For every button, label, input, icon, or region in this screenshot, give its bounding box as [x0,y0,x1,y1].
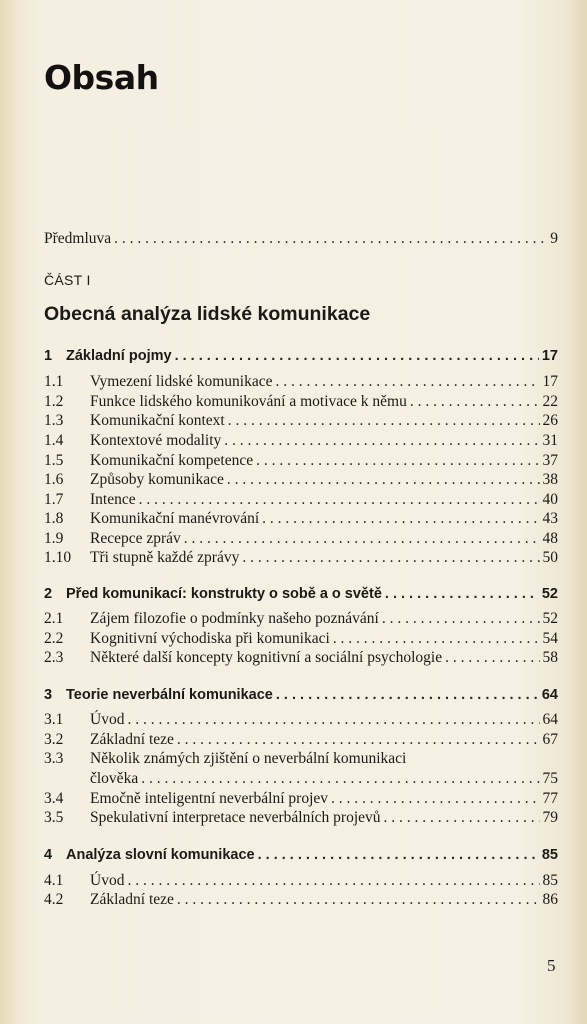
section-page: 38 [542,471,558,488]
dot-leader [262,510,539,528]
chapter-number: 1 [44,348,53,364]
toc-chapter-1 [44,347,558,365]
section-title: Úvod [90,872,125,889]
section-title: Intence [90,491,136,508]
chapter-title: Před komunikací: konstrukty o sobě a o světě [66,586,382,602]
page-number: 5 [547,956,556,975]
section-title: Komunikační kompetence [90,452,254,469]
dot-leader [276,686,539,704]
section-number: 3.5 [44,809,64,826]
section-title: Kontextové modality [90,432,222,449]
section-number: 1.2 [44,393,64,410]
chapter-page: 64 [541,687,558,703]
dot-leader [227,471,540,489]
dot-leader [331,790,539,808]
section-title: Emočně inteligentní neverbální projev [90,790,329,807]
toc-section [44,530,558,548]
section-number: 3.4 [44,790,64,807]
section-title: Komunikační kontext [90,412,225,429]
part-title: Obecná analýza lidské komunikace [44,303,371,325]
section-page: 77 [542,790,558,807]
dot-leader [127,711,539,729]
section-page: 26 [542,412,558,429]
dot-leader [385,585,539,603]
section-title: Některé další koncepty kognitivní a sociální psychologie [90,649,443,666]
toc-section [44,891,558,909]
section-page: 79 [542,809,558,826]
toc-section [44,510,558,528]
chapter-number: 2 [44,586,53,602]
section-title: Funkce lidského komunikování a motivace k němu [90,393,407,410]
section-number: 1.4 [44,432,64,449]
dot-leader [445,649,539,667]
toc-chapter-4 [44,846,558,864]
page-title: Obsah [44,58,159,97]
dot-leader [127,872,539,890]
dot-leader [410,393,540,411]
section-page: 52 [542,610,558,627]
section-page: 37 [542,452,558,469]
section-page: 54 [542,630,558,647]
section-page: 48 [542,530,558,547]
section-title: Několik známých zjištění o neverbální komunikaci [90,750,407,767]
toc-entry-page: 9 [550,230,558,247]
part-label: ČÁST I [44,272,91,288]
dot-leader [228,412,540,430]
section-title: Základní teze [90,731,174,748]
dot-leader [382,610,540,628]
section-page: 75 [542,770,558,787]
toc-section [44,373,558,391]
toc-entry-preface [44,230,558,248]
section-number: 1.8 [44,510,64,527]
chapter-page: 17 [541,348,558,364]
dot-leader [177,731,540,749]
chapter-page: 85 [541,847,558,863]
toc-section [44,549,558,567]
chapter-number: 4 [44,847,53,863]
toc-section [44,393,558,411]
section-number: 3.2 [44,731,64,748]
section-title: Tři stupně každé zprávy [90,549,240,566]
dot-leader [256,452,539,470]
section-number: 1.1 [44,373,64,390]
section-number: 1.7 [44,491,64,508]
section-number: 1.9 [44,530,64,547]
dot-leader [224,432,539,450]
section-title-continued: člověka [90,770,139,787]
toc-section [44,412,558,430]
toc-section [44,809,558,827]
toc-section [44,731,558,749]
section-page: 22 [542,393,558,410]
section-page: 31 [542,432,558,449]
chapter-title: Základní pojmy [66,348,172,364]
section-title: Spekulativní interpretace neverbálních projevů [90,809,381,826]
section-number: 2.3 [44,649,64,666]
section-page: 64 [542,711,558,728]
section-number: 3.3 [44,750,64,767]
toc-section [44,471,558,489]
toc-section [44,432,558,450]
section-title: Komunikační manévrování [90,510,260,527]
toc-section [44,790,558,808]
toc-chapter-3 [44,686,558,704]
section-page: 43 [542,510,558,527]
section-page: 85 [542,872,558,889]
toc-chapter-2 [44,585,558,603]
toc-section [44,649,558,667]
section-page: 86 [542,891,558,908]
section-number: 1.5 [44,452,64,469]
dot-leader [333,630,540,648]
toc-section-wrapped [44,750,494,768]
toc-section-continuation [44,770,558,788]
section-number: 2.1 [44,610,64,627]
section-title: Způsoby komunikace [90,471,224,488]
dot-leader [139,491,540,509]
dot-leader [258,846,539,864]
section-number: 2.2 [44,630,64,647]
section-title: Vymezení lidské komunikace [90,373,273,390]
section-title: Kognitivní východiska při komunikaci [90,630,330,647]
section-number: 1.6 [44,471,64,488]
toc-section [44,610,558,628]
chapter-title: Teorie neverbální komunikace [66,687,273,703]
section-number: 1.10 [44,549,72,566]
dot-leader [184,530,540,548]
toc-entry-title: Předmluva [44,230,112,247]
chapter-page: 52 [541,586,558,602]
dot-leader [114,230,547,248]
toc-section [44,491,558,509]
toc-section [44,711,558,729]
section-title: Zájem filozofie o podmínky našeho poznávání [90,610,379,627]
section-page: 17 [542,373,558,390]
section-page: 67 [542,731,558,748]
section-title: Úvod [90,711,125,728]
dot-leader [177,891,540,909]
toc-section [44,872,558,890]
section-number: 4.1 [44,872,64,889]
section-title: Základní teze [90,891,174,908]
chapter-number: 3 [44,687,53,703]
section-number: 4.2 [44,891,64,908]
section-number: 3.1 [44,711,64,728]
toc-section [44,452,558,470]
chapter-title: Analýza slovní komunikace [66,847,255,863]
dot-leader [141,770,539,788]
toc-section [44,630,558,648]
section-number: 1.3 [44,412,64,429]
section-page: 50 [542,549,558,566]
dot-leader [384,809,540,827]
section-title: Recepce zpráv [90,530,181,547]
section-page: 58 [542,649,558,666]
dot-leader [242,549,539,567]
section-page: 40 [542,491,558,508]
dot-leader [175,347,539,365]
dot-leader [276,373,540,391]
